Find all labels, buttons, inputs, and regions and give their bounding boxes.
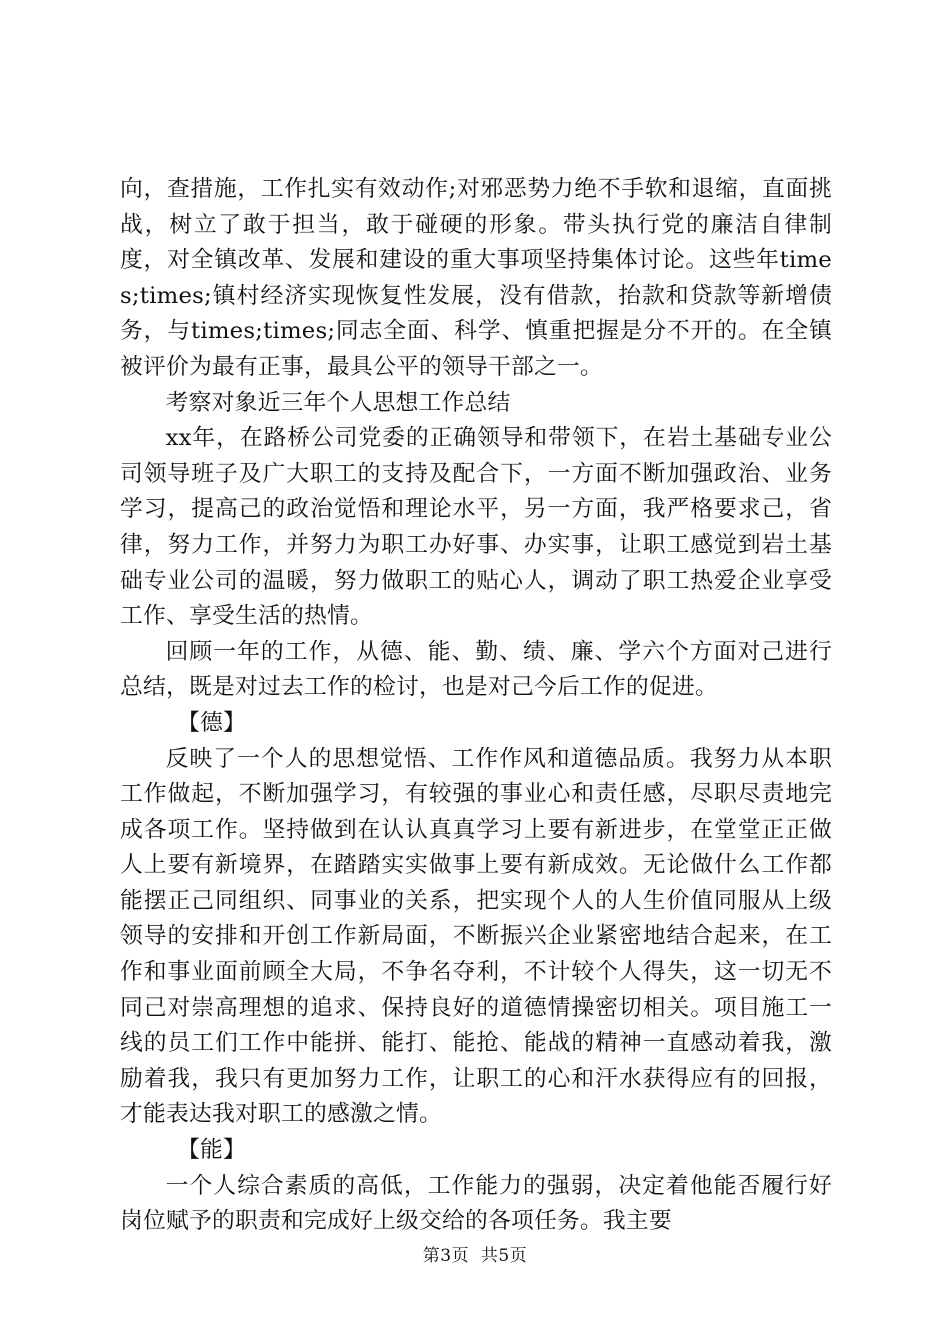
page-total: 共5页 [480, 1246, 528, 1266]
section-title: 考察对象近三年个人思想工作总结 [165, 389, 511, 416]
paragraph-review: 回顾一年的工作，从德、能、勤、绩、廉、学六个方面对己进行总结，既是对过去工作的检讨，也是对己今后工作的促进。 [120, 638, 832, 701]
paragraph-continuation: 向，查措施，工作扎实有效动作;对邪恶势力绝不手软和退缩，直面挑战，树立了敢于担当，敢于碰硬的形象。带头执行党的廉洁自律制度，对全镇改革、发展和建设的重大事项坚持集体讨论。这些年times;times;镇村经济实现恢复性发展，没有借款，抬款和贷款等新增债务，与times;times;同志全面、科学、慎重把握是分不开的。在全镇被评价为最有正事，最具公平的领导干部之一。 [120, 176, 832, 380]
paragraph-intro: xx年，在路桥公司党委的正确领导和带领下，在岩土基础专业公司领导班子及广大职工的支持及配合下，一方面不断加强政治、业务学习，提高己的政治觉悟和理论水平，另一方面，我严格要求己，省律，努力工作，并努力为职工办好事、办实事，让职工感觉到岩土基础专业公司的温暖，努力做职工的贴心人，调动了职工热爱企业享受工作、享受生活的热情。 [120, 425, 832, 630]
heading-neng: 【能】 [177, 1137, 246, 1164]
document-body [120, 172, 832, 1240]
page-number: 第3页 [422, 1246, 470, 1266]
paragraph-neng: 一个人综合素质的高低，工作能力的强弱，决定着他能否履行好岗位赋予的职责和完成好上级交给的各项任务。我主要 [120, 1172, 832, 1235]
paragraph-de: 反映了一个人的思想觉悟、工作作风和道德品质。我努力从本职工作做起，不断加强学习，有较强的事业心和责任感，尽职尽责地完成各项工作。坚持做到在认认真真学习上要有新进步，在堂堂正正做人上要有新境界，在踏踏实实做事上要有新成效。无论做什么工作都能摆正己同组织、同事业的关系，把实现个人的人生价值同服从上级领导的安排和开创工作新局面，不断振兴企业紧密地结合起来，在工作和事业面前顾全大局，不争名夺利，不计较个人得失，这一切无不同己对崇高理想的追求、保持良好的道德情操密切相关。项目施工一线的员工们工作中能拼、能打、能抢、能战的精神一直感动着我，激励着我，我只有更加努力工作，让职工的心和汗水获得应有的回报，才能表达我对职工的感激之情。 [120, 745, 832, 1128]
heading-de: 【德】 [177, 709, 246, 736]
page-footer [0, 1245, 950, 1267]
